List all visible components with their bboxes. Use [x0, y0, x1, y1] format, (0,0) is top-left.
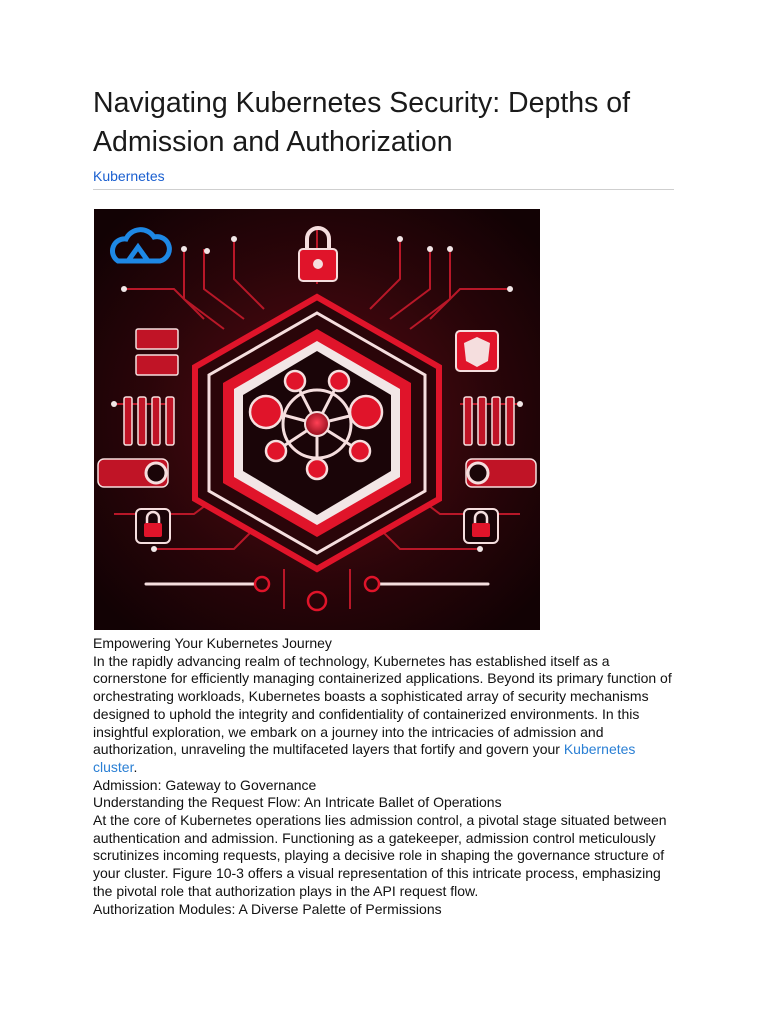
heading-admission: Admission: Gateway to Governance [93, 776, 317, 793]
intro-end: . [133, 758, 138, 775]
kubernetes-cluster-link[interactable]: Kubernetes cluster [93, 741, 636, 775]
lock-left-icon [136, 509, 170, 543]
intro-paragraph [93, 653, 674, 777]
article-subtitle: Empowering Your Kubernetes Journey [93, 635, 332, 651]
page-title: Navigating Kubernetes Security: Depths of Admission and Authorization [93, 87, 631, 158]
heading-authorization-modules: Authorization Modules: A Diverse Palette of Permissions [93, 900, 442, 917]
shield-icon [456, 331, 498, 371]
category-link[interactable]: Kubernetes [93, 168, 165, 184]
hero-image [94, 209, 540, 630]
article [93, 84, 674, 918]
title-divider [93, 189, 674, 190]
request-flow-paragraph: At the core of Kubernetes operations lies admission control, a pivotal stage situated between authentication and admission. Functioning as a gatekeeper, admission control meticulously scrutinizes incoming requests, playing a decisive role in shaping the governance structure of your cluster. Figure 10-3 offers a visual representation of this intricate process, emphasizing the pivotal role that authorization plays in the API request flow. [93, 812, 667, 899]
lock-right-icon [464, 509, 498, 543]
article-body [93, 635, 674, 918]
intro-text: In the rapidly advancing realm of technology, Kubernetes has established itself as a cornerstone for efficiently managing containerized applications. Beyond its primary function of orchestrating workloads, Kubernetes boasts a sophisticated array of security mechanisms designed to uphold the integrity and confidentiality of containerized environments. In this insightful exploration, we embark on a journey into the intricacies of admission and authorization, unraveling the multifaceted layers that fortify and govern your [93, 652, 672, 758]
heading-request-flow: Understanding the Request Flow: An Intricate Ballet of Operations [93, 794, 502, 811]
